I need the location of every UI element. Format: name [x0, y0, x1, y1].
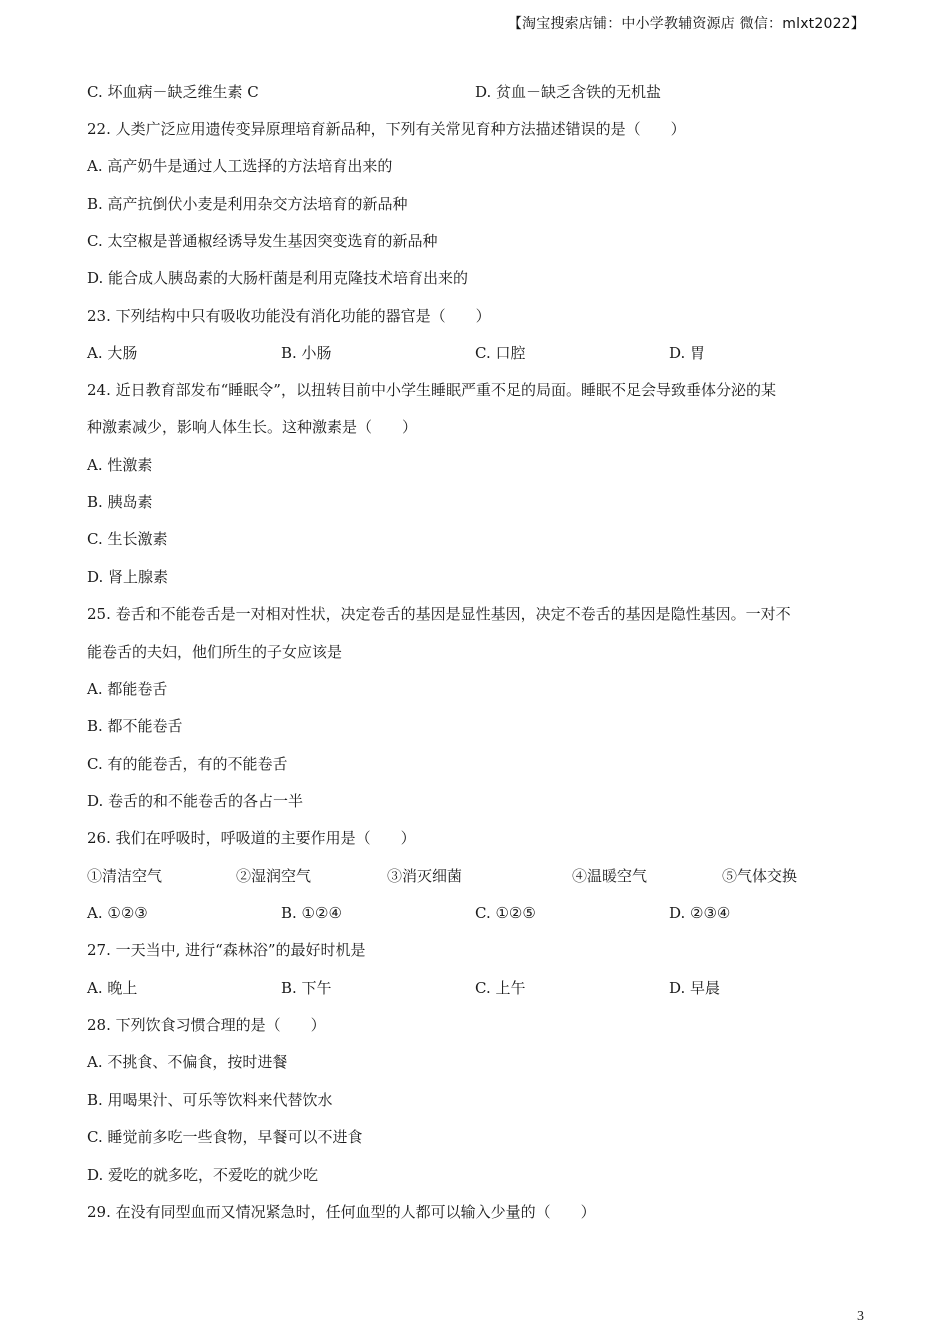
q28-option-b: B. 用喝果汁、可乐等饮料来代替饮水	[87, 1091, 333, 1109]
q21-option-c: C. 坏血病－缺乏维生素 C	[87, 83, 259, 101]
q29-stem: 29. 在没有同型血而又情况紧急时，任何血型的人都可以输入少量的（ ）	[87, 1203, 596, 1221]
q26-item-4: ④温暖空气	[572, 867, 648, 885]
q22-option-d: D. 能合成人胰岛素的大肠杆菌是利用克隆技术培育出来的	[87, 269, 469, 287]
q24-stem-line1: 24. 近日教育部发布“睡眠令”，以扭转目前中小学生睡眠严重不足的局面。睡眠不足会导致垂体分泌的某	[87, 381, 776, 399]
q28-option-a: A. 不挑食、不偏食，按时进餐	[87, 1053, 288, 1071]
q28-stem: 28. 下列饮食习惯合理的是（ ）	[87, 1016, 326, 1034]
q27-option-b: B. 下午	[281, 979, 332, 997]
q22-option-b: B. 高产抗倒伏小麦是利用杂交方法培育的新品种	[87, 195, 408, 213]
q25-stem-line2: 能卷舌的夫妇，他们所生的子女应该是	[87, 643, 343, 661]
q25-stem-line1: 25. 卷舌和不能卷舌是一对相对性状，决定卷舌的基因是显性基因，决定不卷舌的基因是隐性基因。一对不	[87, 605, 791, 623]
q27-stem: 27. 一天当中, 进行“森林浴”的最好时机是	[87, 941, 366, 959]
q28-option-d: D. 爱吃的就多吃，不爱吃的就少吃	[87, 1166, 319, 1184]
page-number: 3	[857, 1309, 864, 1324]
q26-option-b: B. ①②④	[281, 904, 342, 922]
q22-option-c: C. 太空椒是普通椒经诱导发生基因突变选育的新品种	[87, 232, 438, 250]
q23-option-a: A. 大肠	[87, 344, 138, 362]
q23-option-c: C. 口腔	[475, 344, 526, 362]
q26-item-1: ①清洁空气	[87, 867, 163, 885]
q24-option-b: B. 胰岛素	[87, 493, 153, 511]
q25-option-c: C. 有的能卷舌，有的不能卷舌	[87, 755, 288, 773]
q25-option-b: B. 都不能卷舌	[87, 717, 183, 735]
q24-option-d: D. 肾上腺素	[87, 568, 169, 586]
q27-option-c: C. 上午	[475, 979, 526, 997]
q27-option-d: D. 早晨	[669, 979, 721, 997]
q25-option-a: A. 都能卷舌	[87, 680, 168, 698]
q25-option-d: D. 卷舌的和不能卷舌的各占一半	[87, 792, 304, 810]
q28-option-c: C. 睡觉前多吃一些食物，早餐可以不进食	[87, 1128, 363, 1146]
q22-option-a: A. 高产奶牛是通过人工选择的方法培育出来的	[87, 157, 393, 175]
q26-option-c: C. ①②⑤	[475, 904, 536, 922]
q27-option-a: A. 晚上	[87, 979, 138, 997]
q26-item-3: ③消灭细菌	[387, 867, 463, 885]
q24-stem-line2: 种激素减少，影响人体生长。这种激素是（ ）	[87, 418, 418, 436]
q22-stem: 22. 人类广泛应用遗传变异原理培育新品种，下列有关常见育种方法描述错误的是（ ）	[87, 120, 686, 138]
q26-item-5: ⑤气体交换	[722, 867, 798, 885]
q23-option-d: D. 胃	[669, 344, 706, 362]
q26-item-2: ②湿润空气	[236, 867, 312, 885]
q26-option-d: D. ②③④	[669, 904, 731, 922]
q24-option-c: C. 生长激素	[87, 530, 168, 548]
header-note: 【淘宝搜索店铺：中小学教辅资源店 微信：mlxt2022】	[507, 16, 865, 32]
q24-option-a: A. 性激素	[87, 456, 153, 474]
q21-option-d: D. 贫血－缺乏含铁的无机盐	[475, 83, 662, 101]
q23-option-b: B. 小肠	[281, 344, 332, 362]
q23-stem: 23. 下列结构中只有吸收功能没有消化功能的器官是（ ）	[87, 307, 491, 325]
q26-stem: 26. 我们在呼吸时，呼吸道的主要作用是（ ）	[87, 829, 416, 847]
q26-option-a: A. ①②③	[87, 904, 148, 922]
